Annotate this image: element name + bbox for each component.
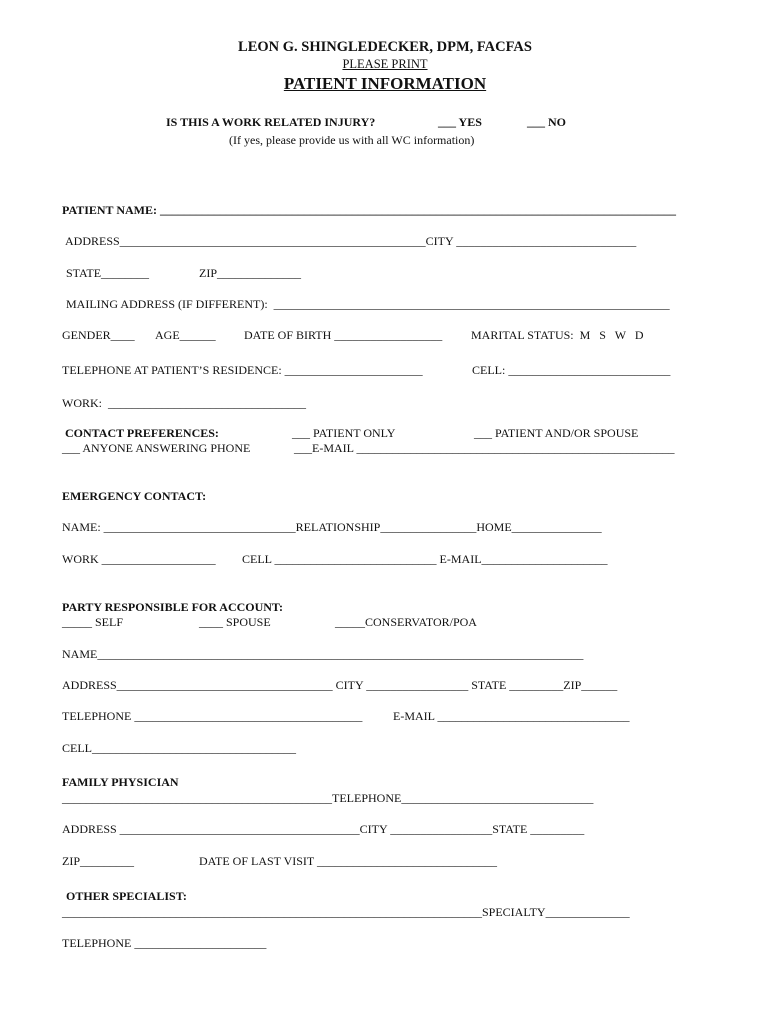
physician-address-field[interactable]: ADDRESS ________________________________________CITY _________________STATE _________ [62,822,585,836]
zip-field[interactable]: ZIP______________ [199,266,301,280]
work-injury-yes[interactable]: ___ YES [438,115,482,129]
age-field[interactable]: AGE______ [155,328,216,342]
emergency-work-field[interactable]: WORK ___________________ [62,552,216,566]
pref-anyone-answering[interactable]: ___ ANYONE ANSWERING PHONE [62,441,251,455]
last-visit-field[interactable]: DATE OF LAST VISIT ______________________________ [199,854,498,868]
specialist-name-specialty-field[interactable]: ______________________________________________________________________SPECIALTY______________ [62,905,630,919]
physician-name-telephone-field[interactable]: _____________________________________________TELEPHONE________________________________ [62,791,594,805]
responsible-cell-field[interactable]: CELL__________________________________ [62,741,296,755]
specialist-telephone-field[interactable]: TELEPHONE ______________________ [62,936,267,950]
work-injury-no[interactable]: ___ NO [527,115,566,129]
emergency-name-field[interactable]: NAME: ________________________________RELATIONSHIP________________HOME_______________ [62,520,602,534]
residence-telephone-field[interactable]: TELEPHONE AT PATIENT’S RESIDENCE: _______________________ [62,363,423,377]
contact-preferences-label: CONTACT PREFERENCES: [65,426,219,440]
responsible-email-field[interactable]: E-MAIL ________________________________ [393,709,630,723]
mailing-address-field[interactable]: MAILING ADDRESS (IF DIFFERENT): __________________________________________________________________ [66,297,670,311]
state-field[interactable]: STATE________ [66,266,150,280]
family-physician-heading: FAMILY PHYSICIAN [62,775,179,789]
cell-field[interactable]: CELL: ___________________________ [472,363,671,377]
wc-info-note: (If yes, please provide us with all WC information) [229,133,475,147]
work-injury-question: IS THIS A WORK RELATED INJURY? [166,115,376,129]
responsible-address-field[interactable]: ADDRESS____________________________________ CITY _________________ STATE _________ZIP______ [62,678,618,692]
patient-name-field[interactable]: PATIENT NAME: ______________________________________________________________________________________ [62,203,677,217]
emergency-cell-email-field[interactable]: CELL ___________________________ E-MAIL_____________________ [242,552,608,566]
physician-zip-field[interactable]: ZIP_________ [62,854,134,868]
address-city-field[interactable]: ADDRESS___________________________________________________CITY ______________________________ [65,234,637,248]
pref-patient-only[interactable]: ___ PATIENT ONLY [292,426,396,440]
responsible-self-option[interactable]: _____ SELF [62,615,124,629]
work-phone-field[interactable]: WORK: _________________________________ [62,396,306,410]
please-print-note: PLEASE PRINT [342,57,428,71]
date-of-birth-field[interactable]: DATE OF BIRTH __________________ [244,328,443,342]
responsible-party-heading: PARTY RESPONSIBLE FOR ACCOUNT: [62,600,284,614]
responsible-conservator-option[interactable]: _____CONSERVATOR/POA [335,615,477,629]
practice-name: LEON G. SHINGLEDECKER, DPM, FACFAS [238,39,532,55]
form-title: PATIENT INFORMATION [283,74,487,93]
pref-email-field[interactable]: ___E-MAIL _____________________________________________________ [294,441,675,455]
responsible-spouse-option[interactable]: ____ SPOUSE [199,615,271,629]
marital-status-field[interactable]: MARITAL STATUS: M S W D [471,328,644,342]
pref-patient-spouse[interactable]: ___ PATIENT AND/OR SPOUSE [474,426,639,440]
other-specialist-heading: OTHER SPECIALIST: [66,889,187,903]
responsible-telephone-field[interactable]: TELEPHONE ______________________________________ [62,709,363,723]
gender-field[interactable]: GENDER____ [62,328,135,342]
emergency-contact-heading: EMERGENCY CONTACT: [62,489,207,503]
responsible-name-field[interactable]: NAME_________________________________________________________________________________ [62,647,584,661]
